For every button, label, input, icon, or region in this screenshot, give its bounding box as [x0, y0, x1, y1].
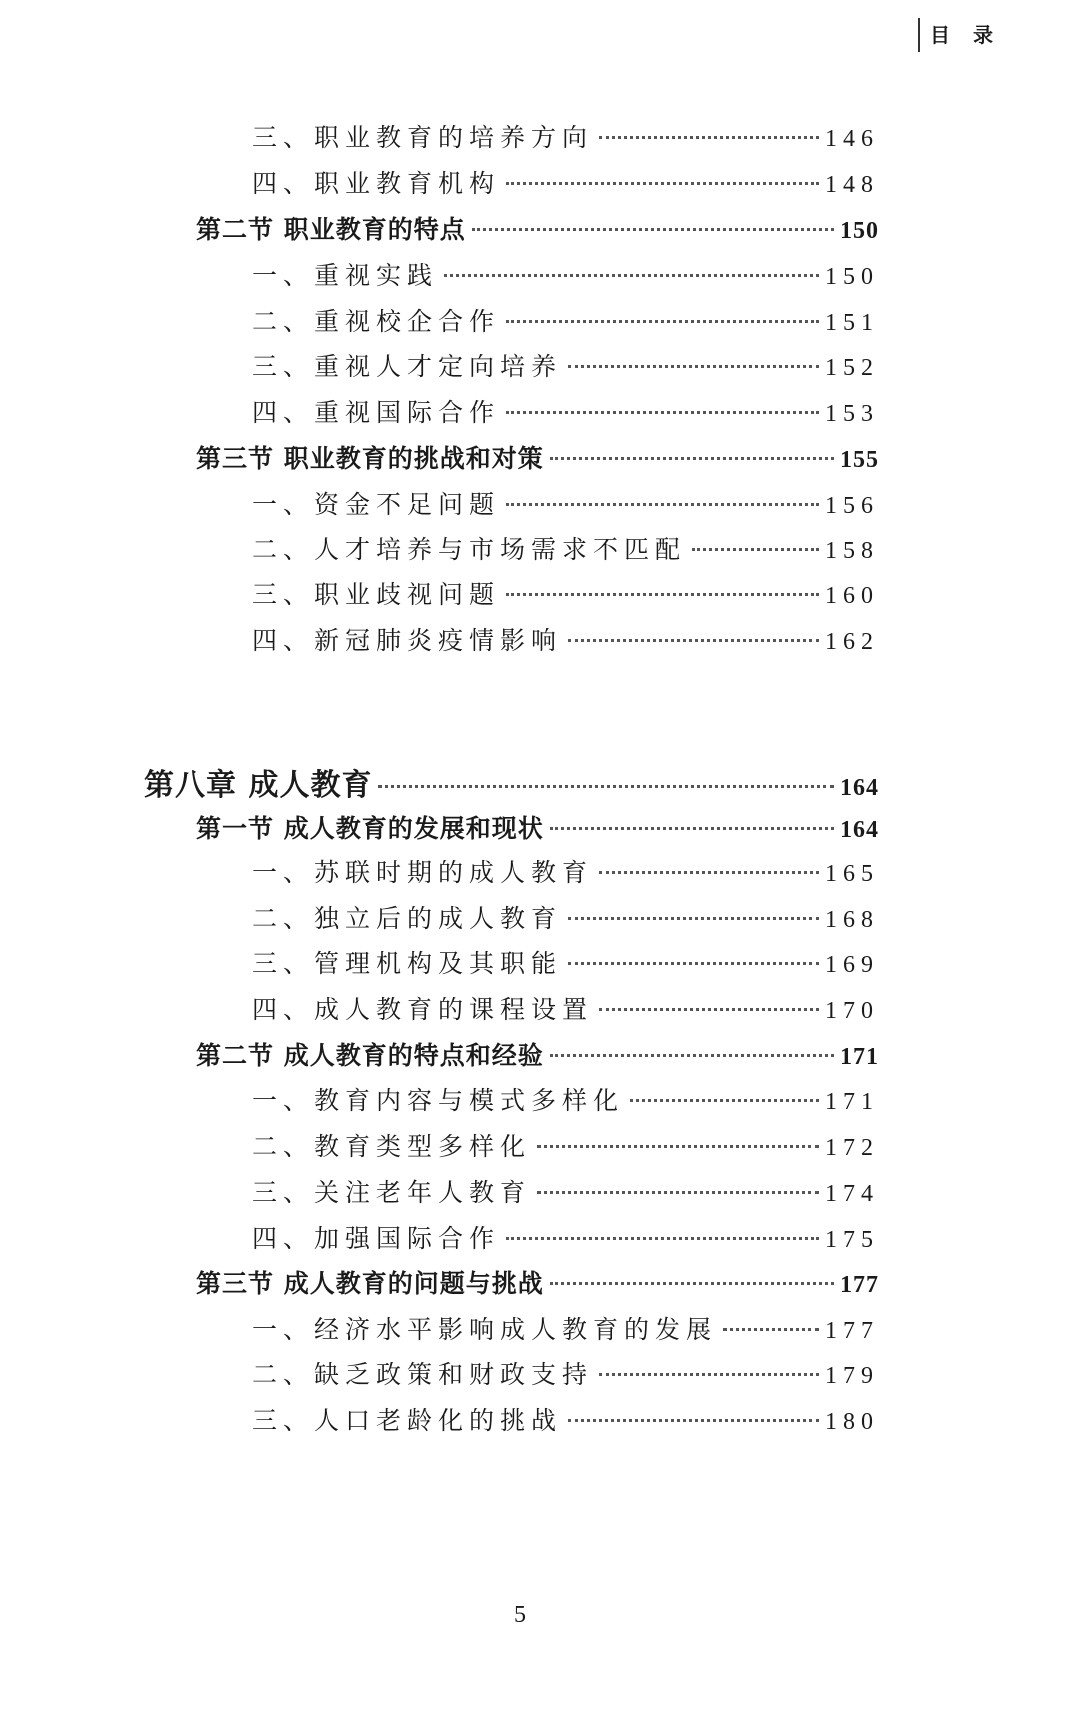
dot-leader	[550, 457, 834, 460]
toc-entry-page: 148	[825, 172, 879, 198]
toc-item	[252, 853, 879, 889]
toc-entry-page: 175	[825, 1227, 879, 1253]
toc-entry-page: 180	[825, 1409, 879, 1435]
toc-entry-title: 四、新冠肺炎疫情影响	[252, 626, 563, 655]
dot-leader	[550, 1054, 834, 1057]
toc-item	[252, 899, 879, 935]
toc-item	[252, 621, 879, 657]
dot-leader	[568, 1419, 819, 1422]
dot-leader	[550, 827, 834, 830]
toc-entry-page: 177	[825, 1318, 879, 1344]
dot-leader	[506, 593, 819, 596]
dot-leader	[506, 1237, 819, 1240]
toc-entry-title: 一、苏联时期的成人教育	[252, 858, 594, 887]
toc-entry-title: 第三节 成人教育的问题与挑战	[196, 1269, 544, 1298]
toc-entry-title: 第八章 成人教育	[144, 768, 373, 803]
toc-entry-title: 第三节 职业教育的挑战和对策	[196, 444, 544, 473]
toc-chapter	[144, 760, 879, 804]
toc-entry-title: 三、关注老年人教育	[252, 1178, 532, 1207]
page-number: 5	[514, 1602, 526, 1628]
toc-entry-page: 150	[825, 264, 879, 290]
dot-leader	[506, 503, 819, 506]
toc-entry-page: 174	[825, 1181, 879, 1207]
toc-entry-page: 151	[825, 310, 879, 336]
toc-entry-title: 二、缺乏政策和财政支持	[252, 1360, 594, 1389]
dot-leader	[537, 1191, 819, 1194]
toc-item	[252, 347, 879, 383]
toc-entry-title: 一、重视实践	[252, 261, 439, 290]
toc-entry-title: 三、重视人才定向培养	[252, 352, 563, 381]
dot-leader	[599, 871, 819, 874]
toc-entry-page: 146	[825, 126, 879, 152]
toc-entry-title: 第二节 职业教育的特点	[196, 215, 466, 244]
toc-entry-page: 171	[825, 1089, 879, 1115]
toc-item	[252, 1219, 879, 1255]
toc-entry-page: 179	[825, 1363, 879, 1389]
dot-leader	[599, 1008, 819, 1011]
toc-entry-page: 153	[825, 401, 879, 427]
toc-entry-page: 155	[840, 447, 879, 473]
toc-entry-page: 164	[840, 817, 879, 843]
toc-item	[252, 575, 879, 611]
dot-leader	[568, 917, 819, 920]
toc-entry-title: 四、职业教育机构	[252, 169, 501, 198]
toc-entry-title: 二、教育类型多样化	[252, 1132, 532, 1161]
toc-entry-page: 170	[825, 998, 879, 1024]
toc-item	[252, 118, 879, 154]
toc-entry-title: 一、经济水平影响成人教育的发展	[252, 1315, 718, 1344]
toc-item	[252, 256, 879, 292]
toc-item	[252, 530, 879, 566]
toc-entry-title: 三、职业教育的培养方向	[252, 123, 594, 152]
toc-item	[252, 302, 879, 338]
toc-entry-title: 三、职业歧视问题	[252, 580, 501, 609]
toc-entry-title: 四、重视国际合作	[252, 398, 501, 427]
dot-leader	[506, 411, 819, 414]
toc-entry-page: 156	[825, 493, 879, 519]
toc-entry-title: 三、管理机构及其职能	[252, 949, 563, 978]
dot-leader	[568, 639, 819, 642]
toc-section	[196, 809, 879, 845]
dot-leader	[506, 182, 819, 185]
toc-item	[252, 393, 879, 429]
dot-leader	[568, 365, 819, 368]
toc-entry-title: 四、加强国际合作	[252, 1224, 501, 1253]
toc-entry-title: 第二节 成人教育的特点和经验	[196, 1041, 544, 1070]
dot-leader	[378, 785, 834, 788]
dot-leader	[599, 136, 819, 139]
toc-entry-title: 二、独立后的成人教育	[252, 904, 563, 933]
dot-leader	[506, 320, 819, 323]
dot-leader	[537, 1145, 819, 1148]
toc-item	[252, 1127, 879, 1163]
toc-entry-page: 160	[825, 583, 879, 609]
toc-entry-title: 二、人才培养与市场需求不匹配	[252, 535, 687, 564]
toc-entry-page: 150	[840, 218, 879, 244]
toc-item	[252, 944, 879, 980]
toc-entry-title: 四、成人教育的课程设置	[252, 995, 594, 1024]
toc-section	[196, 1036, 879, 1072]
toc-entry-page: 171	[840, 1044, 879, 1070]
toc-entry-page: 152	[825, 355, 879, 381]
toc-entry-page: 162	[825, 629, 879, 655]
toc-item	[252, 485, 879, 521]
dot-leader	[692, 548, 819, 551]
dot-leader	[472, 228, 834, 231]
toc-entry-page: 165	[825, 861, 879, 887]
toc-section	[196, 1264, 879, 1300]
dot-leader	[444, 274, 819, 277]
toc-entry-title: 第一节 成人教育的发展和现状	[196, 814, 544, 843]
running-header: 目 录	[918, 18, 1001, 52]
toc-entry-page: 169	[825, 952, 879, 978]
toc-item	[252, 164, 879, 200]
toc-entry-page: 172	[825, 1135, 879, 1161]
toc-entry-page: 168	[825, 907, 879, 933]
dot-leader	[630, 1099, 819, 1102]
dot-leader	[723, 1328, 819, 1331]
toc-entry-page: 164	[840, 775, 879, 801]
dot-leader	[599, 1373, 819, 1376]
toc-entry-title: 一、教育内容与模式多样化	[252, 1086, 625, 1115]
toc-entry-page: 158	[825, 538, 879, 564]
toc-item	[252, 1173, 879, 1209]
toc-item	[252, 1355, 879, 1391]
toc-item	[252, 1081, 879, 1117]
toc-entry-title: 二、重视校企合作	[252, 307, 501, 336]
toc-entry-title: 一、资金不足问题	[252, 490, 501, 519]
toc-item	[252, 1310, 879, 1346]
toc-section	[196, 439, 879, 475]
toc-section	[196, 210, 879, 246]
toc-entry-page: 177	[840, 1272, 879, 1298]
dot-leader	[568, 962, 819, 965]
toc-item	[252, 1401, 879, 1437]
toc-item	[252, 990, 879, 1026]
toc-entry-title: 三、人口老龄化的挑战	[252, 1406, 563, 1435]
dot-leader	[550, 1282, 834, 1285]
